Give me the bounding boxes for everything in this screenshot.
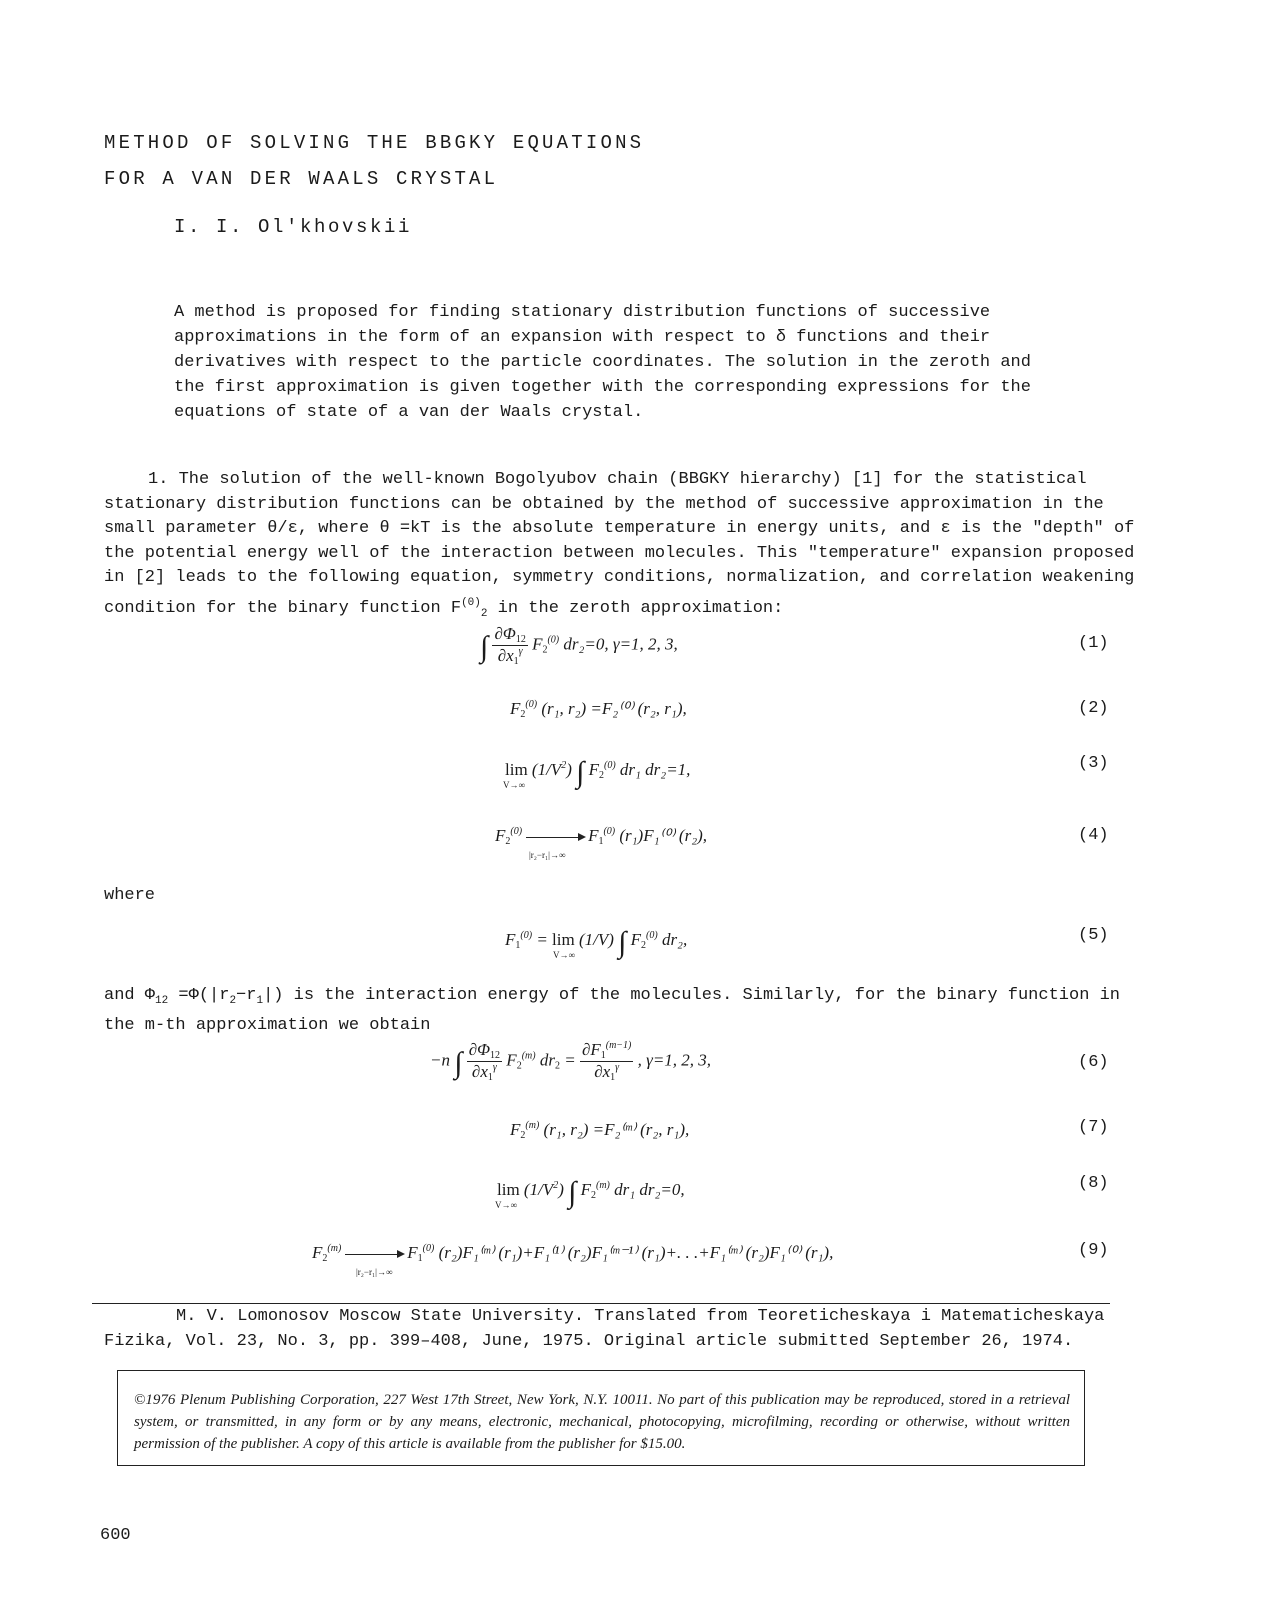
and-text-b: =Φ(|r [168, 986, 230, 1005]
limit-arrow [526, 837, 584, 838]
paragraph-interaction-energy [104, 984, 1144, 1038]
abstract-text: A method is proposed for finding stationary distribution functions of successive approximations in the form of an expansion with respect to δ functions and their derivatives with respect to the particle coordinates. The solution in the zeroth and the first approximation is given together with the corresponding expressions for the equations of state of a van der Waals crystal. [174, 303, 1031, 422]
copyright-box [117, 1370, 1085, 1466]
and-sub1: 1 [256, 995, 264, 1007]
equation-3-tail: dr₁ dr₂=1, [619, 760, 691, 779]
intro-text-end: in the zeroth approximation: [487, 598, 784, 618]
equation-4: F2$^{(0)}$ F1$^{(0)}$ (r₁)F₁⁽⁰⁾ (r₂), |r₂−r₁|→∞ [495, 826, 708, 860]
intro-text: 1. The solution of the well-known Bogolyubov chain (BBGKY hierarchy) [1] for the statistical stationary distribution functions can be obtained by the method of successive approximation in the small parameter θ/ε, where θ =kT is the absolute temperature in energy units, and ε is the "depth" of the potential energy well of the interaction between molecules. This "temperature" expansion proposed in [2] leads to the following equation, symmetry conditions, normalization, and correlation weakening condition for the binary function F [104, 470, 1135, 618]
abstract [174, 300, 1044, 425]
and-text-a: and Φ [104, 986, 156, 1005]
equation-7-body: (r₁, r₂) =F₂⁽ᵐ⁾ (r₂, r₁), [543, 1120, 690, 1139]
equation-9: F2$^{(m)}$ F1$^{(0)}$ (r₂)F₁⁽ᵐ⁾ (r₁)+F₁⁽¹⁾ (r₂)F₁⁽ᵐ⁻¹⁾ (r₁)+. . .+F₁⁽ᵐ⁾ (r₂)F₁⁽⁰⁾ (r₁), |r₂−r₁|→∞ [312, 1243, 834, 1277]
lim-label: lim [505, 760, 528, 779]
equation-number-1: (1) [1078, 634, 1109, 653]
footnote-line-1: M. V. Lomonosov Moscow State University. Translated from Teoreticheskaya i Matematicheskaya [176, 1307, 1105, 1326]
lim-label-5: lim [552, 930, 575, 949]
equation-2-body: (r₁, r₂) =F₂⁽⁰⁾ (r₂, r₁), [541, 699, 687, 718]
and-text-c: −r [236, 986, 257, 1005]
lim-subscript: V→∞ [503, 780, 525, 790]
intro-sub: 2 [480, 607, 488, 620]
equation-9-tail: (r₂)F₁⁽ᵐ⁾ (r₁)+F₁⁽¹⁾ (r₂)F₁⁽ᵐ⁻¹⁾ (r₁)+. . .+F₁⁽ᵐ⁾ (r₂)F₁⁽⁰⁾ (r₁), [438, 1243, 834, 1262]
equation-number-4: (4) [1078, 826, 1109, 845]
equation-5: $F1^{(0)} = \lim (1/V)$ ∫ F2$^{(0)}$ dr₂, V→∞ [505, 926, 688, 960]
title-line-1: METHOD OF SOLVING THE BBGKY EQUATIONS [104, 132, 645, 154]
lim-subscript-8: V→∞ [495, 1200, 517, 1210]
section-1-intro [104, 468, 1144, 626]
equation-3: $\lim (1/V^2)$ ∫ F2$^{(0)}$ dr₁ dr₂=1, V→∞ [503, 756, 691, 790]
equation-8: $\lim (1/V^2)$ ∫ F2$^{(m)}$ dr₁ dr₂=0, V→∞ [495, 1176, 685, 1210]
author: I. I. Ol'khovskii [174, 216, 413, 238]
equation-number-5: (5) [1078, 926, 1109, 945]
footnote [104, 1304, 1144, 1354]
equation-6: −n ∫ $\frac{\partial\Phi 12}{\partial x1^\gamma}$ F2$^{(m)}$ dr2 = $\frac{\partial F1^{(m-1)}}{\partial x1^\gamma}$ , γ=1, 2, 3, [430, 1040, 712, 1083]
lim-subscript-5: V→∞ [553, 950, 575, 960]
and-text-d: |) is the interaction energy of the molecules. Similarly, for the binary function in the m-th approximation we obtain [104, 986, 1121, 1035]
equation-number-8: (8) [1078, 1174, 1109, 1193]
where-label: where [104, 886, 156, 905]
equation-number-2: (2) [1078, 699, 1109, 718]
footnote-line-2: Fizika, Vol. 23, No. 3, pp. 399–408, June, 1975. Original article submitted September 26, 1974. [104, 1332, 1074, 1351]
title-line-2: FOR A VAN DER WAALS CRYSTAL [104, 168, 499, 190]
lim-label-8: lim [497, 1180, 520, 1199]
equation-number-9: (9) [1078, 1241, 1109, 1260]
equation-6-tail: , γ=1, 2, 3, [637, 1050, 712, 1070]
equation-5-tail: dr₂, [661, 930, 688, 949]
equation-1: ∫ $\frac{\partial\Phi 12}{\partial x1^\gamma}$ F2$^{(0)}$ dr₂=0, γ=1, 2, 3, [480, 624, 678, 667]
arrow-subscript: |r₂−r₁|→∞ [529, 850, 566, 860]
equation-8-tail: dr₁ dr₂=0, [614, 1180, 685, 1199]
equation-2: F2$^{(0)}$ (r₁, r₂) =F₂⁽⁰⁾ (r₂, r₁), [510, 699, 687, 720]
copyright-text: ©1976 Plenum Publishing Corporation, 227 West 17th Street, New York, N.Y. 10011. No part of this publication may be reproduced, stored in a retrieval system, or transmitted, in any form or by any means, electronic, mechanical, photocopying, microfilming, recording or otherwise, without written permission of the publisher. A copy of this article is available from the publisher for $15.00. [134, 1392, 1070, 1452]
equation-4-tail: (r₁)F₁⁽⁰⁾ (r₂), [619, 826, 708, 845]
limit-arrow-9 [345, 1254, 403, 1255]
and-sub12: 12 [155, 995, 169, 1007]
equation-number-6: (6) [1078, 1053, 1109, 1072]
equation-7: F2$^{(m)}$ (r₁, r₂) =F₂⁽ᵐ⁾ (r₂, r₁), [510, 1120, 690, 1141]
equation-number-7: (7) [1078, 1118, 1109, 1137]
and-sub2: 2 [229, 995, 237, 1007]
intro-sup: (0) [461, 596, 481, 609]
arrow-subscript-9: |r₂−r₁|→∞ [356, 1267, 393, 1277]
equation-number-3: (3) [1078, 754, 1109, 773]
page-number: 600 [100, 1526, 131, 1545]
equation-1-tail: dr₂=0, γ=1, 2, 3, [563, 634, 678, 654]
